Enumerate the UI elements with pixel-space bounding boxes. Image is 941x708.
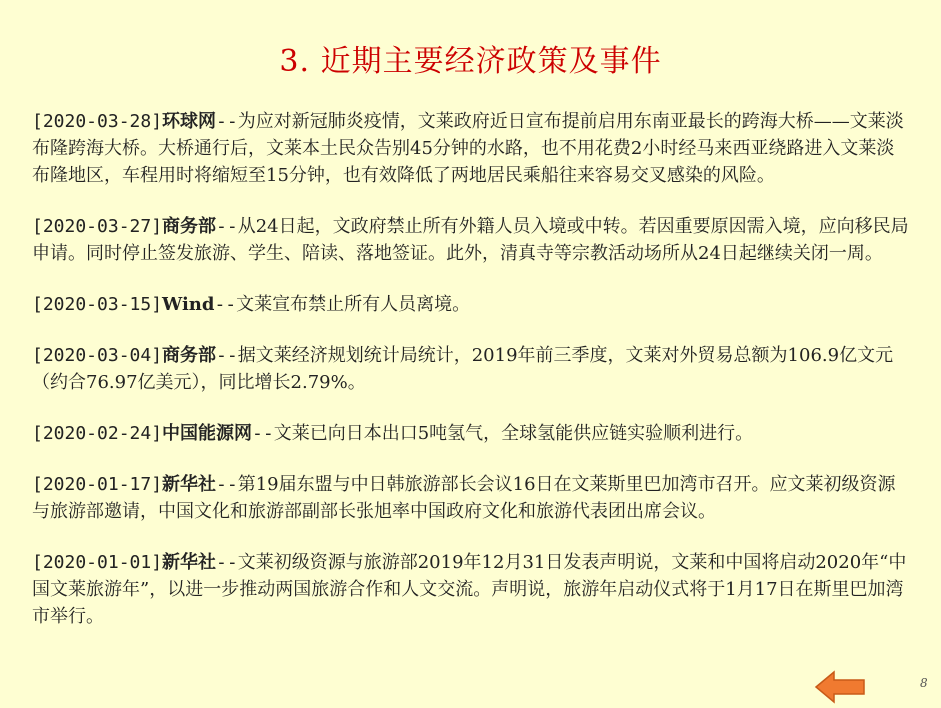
- news-item: [32, 108, 912, 189]
- news-separator: --: [214, 294, 237, 315]
- news-date: [2020-03-27]: [32, 216, 163, 237]
- news-date: [2020-03-15]: [32, 294, 163, 315]
- news-date: [2020-01-01]: [32, 552, 163, 573]
- page-number: 8: [920, 676, 928, 690]
- left-arrow-icon: [814, 670, 866, 704]
- news-date: [2020-03-28]: [32, 111, 163, 132]
- news-item: [32, 471, 912, 525]
- back-button[interactable]: [814, 670, 866, 704]
- news-list: [32, 108, 912, 654]
- news-text: 为应对新冠肺炎疫情，文莱政府近日宣布提前启用东南亚最长的跨海大桥——文莱淡布隆跨海大桥。大桥通行后，文莱本土民众告别45分钟的水路，也不用花费2小时经马来西亚绕路进入文莱淡布隆地区，车程用时将缩短至15分钟，也有效降低了两地居民乘船往来容易交叉感染的风险。: [32, 111, 904, 186]
- news-item: [32, 420, 912, 447]
- news-text: 文莱已向日本出口5吨氢气，全球氢能供应链实验顺利进行。: [273, 423, 754, 444]
- news-separator: --: [216, 474, 238, 495]
- news-source: 商务部: [162, 216, 217, 237]
- news-source: Wind: [162, 294, 215, 315]
- news-item: [32, 213, 912, 267]
- news-item: [32, 342, 912, 396]
- news-text: 第19届东盟与中日韩旅游部长会议16日在文莱斯里巴加湾市召开。应文莱初级资源与旅游部邀请，中国文化和旅游部副部长张旭率中国政府文化和旅游代表团出席会议。: [32, 474, 896, 522]
- news-text: 据文莱经济规划统计局统计，2019年前三季度，文莱对外贸易总额为106.9亿文元（约合76.97亿美元），同比增长2.79%。: [32, 345, 894, 393]
- news-separator: --: [216, 216, 238, 237]
- news-source: 环球网: [162, 111, 217, 132]
- news-separator: --: [216, 111, 238, 132]
- news-separator: --: [252, 423, 274, 444]
- news-item: [32, 549, 912, 630]
- slide-title: 3. 近期主要经济政策及事件: [279, 44, 662, 79]
- news-date: [2020-03-04]: [32, 345, 163, 366]
- news-text: 文莱初级资源与旅游部2019年12月31日发表声明说，文莱和中国将启动2020年“中国文莱旅游年”，以进一步推动两国旅游合作和人文交流。声明说，旅游年启动仪式将于1月17日在斯里巴加湾市举行。: [32, 552, 907, 627]
- news-date: [2020-02-24]: [32, 423, 163, 444]
- news-text: 从24日起，文政府禁止所有外籍人员入境或中转。若因重要原因需入境，应向移民局申请。同时停止签发旅游、学生、陪读、落地签证。此外，清真寺等宗教活动场所从24日起继续关闭一周。: [32, 216, 909, 264]
- news-separator: --: [216, 345, 238, 366]
- news-source: 商务部: [162, 345, 217, 366]
- news-source: 新华社: [162, 552, 217, 573]
- news-item: [32, 291, 912, 318]
- news-separator: --: [216, 552, 238, 573]
- news-source: 新华社: [162, 474, 217, 495]
- news-source: 中国能源网: [162, 423, 253, 444]
- news-text: 文莱宣布禁止所有人员离境。: [236, 294, 471, 315]
- news-date: [2020-01-17]: [32, 474, 163, 495]
